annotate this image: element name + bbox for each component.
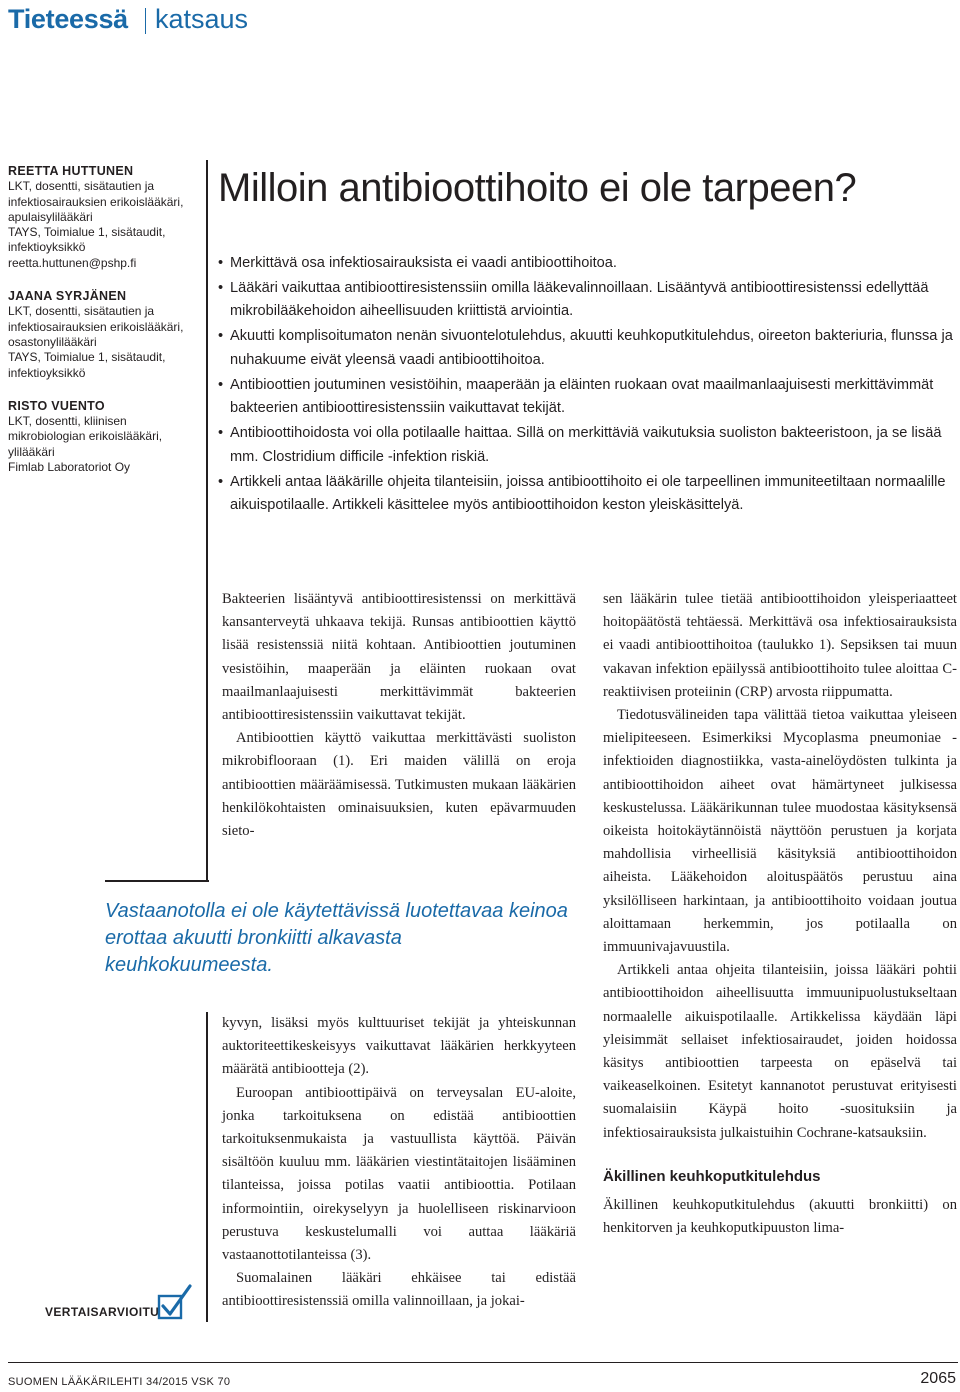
column-divider (206, 160, 208, 880)
body-paragraph: Euroopan antibioottipäivä on terveysalan EU-aloite, jonka tarkoituksena on edistää antibioottien tarkoituksenmukaista ja vastuullista käyttöä. Päivän sisältöön kuuluu mm. lääkärien viestintätaitojen lisääminen tilanteissa, joissa potilas vaatii antibioottia. Potilaan informointiin, oirekyselyyn ja huolelliseen riskinarvioon perustuva keskustelumalli voi auttaa lääkäriä vastaanottotilanteissa (3). (222, 1084, 576, 1264)
key-point-text: Akuutti komplisoitumaton nenän sivuontelotulehdus, akuutti keuhkoputkitulehdus, oireeton bakteriuria, flunssa ja nuhakuume eivät yleensä vaadi antibioottihoitoa. (230, 328, 953, 368)
section-heading: Äkillinen keuhkoputkitulehdus (603, 1167, 821, 1185)
bullet-icon: • (218, 425, 224, 442)
author-affiliation: Fimlab Laboratoriot Oy (8, 460, 131, 475)
author-affiliation: ylilääkäri (8, 444, 55, 459)
author-affiliation: TAYS, Toimialue 1, sisätaudit, (8, 350, 166, 365)
bullet-icon: • (218, 473, 224, 490)
peer-review-label: VERTAISARVIOITU (45, 1305, 160, 1319)
pull-quote: Vastaanotolla ei ole käytettävissä luotettavaa keinoa erottaa akuutti bronkiitti alkavasta keuhkokuumeesta. (105, 900, 568, 976)
author-affiliation: apulaisylilääkäri (8, 209, 93, 224)
body-paragraph: Artikkeli antaa ohjeita tilanteisiin, joissa lääkäri pohtii antibioottihoidon aiheellisuutta immuunipuolustukseltaan normaalelle aikuispotilaalle. Artikkelissa käydään läpi yleisimmät sellaiset infektiosairaudet, joiden hoidossa käsitys antibioottien tarpeesta on epäselvä tai vaikeaselkoinen. Esitetyt kannanotot perustuvat erityisesti suomalaisiin Käypä hoito -suosituksiin ja infektiosairauksista julkaistuihin Cochrane-katsauksiin. (603, 962, 957, 1141)
key-point-text: Lääkäri vaikuttaa antibioottiresistenssiin omilla lääkevalinnoillaan. Lisääntyvä antibioottiresistenssi edellyttää mikrobilääkehoidon aiheellisuuden kriittistä arviointia. (230, 280, 929, 320)
page-header (0, 0, 960, 44)
key-point (218, 422, 953, 469)
pull-quote-rule (105, 880, 209, 882)
author-affiliation: LKT, dosentti, sisätautien ja (8, 304, 155, 319)
author-email[interactable]: reetta.huttunen@pshp.fi (8, 255, 137, 270)
body-column-2 (603, 588, 957, 1240)
body-paragraph: kyvyn, lisäksi myös kulttuuriset tekijät ja yhteiskunnan auktoriteettikeskeisyys vaikuttavat lääkärien herkkyyteen määrätä antibiootteja (2). (222, 1015, 576, 1078)
key-point-text: Antibioottihoidosta voi olla potilaalle haittaa. Sillä on merkittäviä vaikutuksia suoliston bakteeristoon, ja se lisää mm. Clostridium difficile -infektion riskiä. (230, 425, 942, 465)
subsection-title: katsaus (155, 4, 249, 34)
key-point (218, 252, 953, 275)
key-point (218, 471, 953, 518)
author-block (8, 289, 198, 381)
body-paragraph: Bakteerien lisääntyvä antibioottiresistenssi on merkittävä kansanterveytä uhkaava tekijä. Runsas antibioottien käyttö lisää resistenssiä niitä kohtaan. Antibioottien joutuminen vesistöihin, maaperään ja eläinten ruokaan ovat maailmanlaajuisesti merkittävimmät bakteerien antibioottiresistenssiin vaikuttavat tekijät. (222, 591, 576, 724)
author-affiliation: infektioyksikkö (8, 240, 86, 255)
author-name: JAANA SYRJÄNEN (8, 289, 127, 304)
author-affiliation: TAYS, Toimialue 1, sisätaudit, (8, 225, 166, 240)
body-paragraph: Antibioottien käyttö vaikuttaa merkittävästi suoliston mikrobiflooraan (1). Eri maiden välillä on eroja antibioottien määräämisessä. Tutkimusten mukaan lääkärien henkilökohtaisten ominaisuuksien, kuten epävarmuuden sieto- (222, 730, 576, 840)
body-paragraph: sen lääkärin tulee tietää antibioottihoidon yleisperiaatteet hoitopäätöstä tehtäessä. Merkittävä osa infektiosairauksista ei vaadi antibioottihoitoa (taulukko 1). Sepsiksen tai muun vakavan infektion epäilyssä antibioottihoito tulee aloittaa C-reaktiivisen proteiinin (CRP) arvosta riippumatta. (603, 591, 957, 700)
key-point (218, 277, 953, 324)
body-paragraph: Äkillinen keuhkoputkitulehdus (akuutti bronkiitti) on henkitorven ja keuhkoputkipuuston lima- (603, 1197, 957, 1237)
key-point-text: Artikkeli antaa lääkärille ohjeita tilanteisiin, joissa antibioottihoito ei ole tarpeellinen immuniteetiltaan normaalille aikuispotilaalle. Artikkeli käsittelee myös antibioottihoidon keston yleiskäsittelyä. (230, 473, 946, 514)
author-affiliation: mikrobiologian erikoislääkäri, (8, 429, 163, 444)
key-points-list (218, 252, 953, 519)
body-column-1-continued (222, 1012, 576, 1314)
author-list (8, 164, 198, 493)
body-column-1 (222, 588, 576, 843)
bullet-icon: • (218, 376, 224, 393)
author-name: RISTO VUENTO (8, 398, 105, 413)
journal-info: SUOMEN LÄÄKÄRILEHTI 34/2015 VSK 70 (8, 1376, 231, 1388)
bullet-icon: • (218, 328, 224, 345)
section-title: Tieteessä (8, 4, 128, 34)
header-divider (145, 8, 146, 34)
key-point (218, 325, 953, 372)
bullet-icon: • (218, 280, 224, 296)
author-affiliation: infektiosairauksien erikoislääkäri, (8, 194, 184, 209)
page-number: 2065 (920, 1370, 956, 1387)
key-point (218, 374, 953, 421)
author-block (8, 164, 198, 271)
author-affiliation: LKT, dosentti, sisätautien ja (8, 179, 155, 194)
body-paragraph: Tiedotusvälineiden tapa välittää tietoa vaikuttaa yleiseen mielipiteeseen. Esimerkiksi Mycoplasma pneumoniae -infektioiden diagnostiikka, vasta-ainelöydösten tulkinta ja antibioottihoidon aiheet ovat hämärtyneet julkisessa keskustelussa. Lääkärikunnan tulee muodostaa käsityksensä oikeista hoitokäytännöistä näyttöön perustuen ja korjata mahdollisia virheellisiä käsityksiä antibioottihoidon aiheista. Lääkehoidon aloituspäätös perustuu aina yksilölliseen harkintaan, ja antibioottihoito voidaan joutua aloittamaan herkemmin, jos potilaalla on immuunivajavuustila. (603, 707, 957, 956)
key-point-text: Merkittävä osa infektiosairauksista ei vaadi antibioottihoitoa. (230, 255, 617, 271)
author-block (8, 399, 198, 475)
author-affiliation: osastonylilääkäri (8, 334, 97, 349)
checkbox-check-icon (157, 1284, 193, 1320)
author-affiliation: LKT, dosentti, kliinisen (8, 414, 127, 429)
author-affiliation: infektioyksikkö (8, 365, 86, 380)
bullet-icon: • (218, 255, 224, 271)
author-affiliation: infektiosairauksien erikoislääkäri, (8, 319, 184, 334)
key-point-text: Antibioottien joutuminen vesistöihin, maaperään ja eläinten ruokaan ovat maailmanlaajuisesti merkittävimmät bakteerien antibioottiresistenssiin vaikuttavat tekijät. (230, 376, 934, 417)
author-name: REETTA HUTTUNEN (8, 164, 134, 178)
body-paragraph: Suomalainen lääkäri ehkäisee tai edistää antibioottiresistenssiä omilla valinnoillaan, ja jokai- (222, 1270, 576, 1310)
article-title: Milloin antibioottihoito ei ole tarpeen? (218, 166, 857, 210)
column-divider (206, 1012, 208, 1322)
footer-rule (8, 1362, 958, 1363)
